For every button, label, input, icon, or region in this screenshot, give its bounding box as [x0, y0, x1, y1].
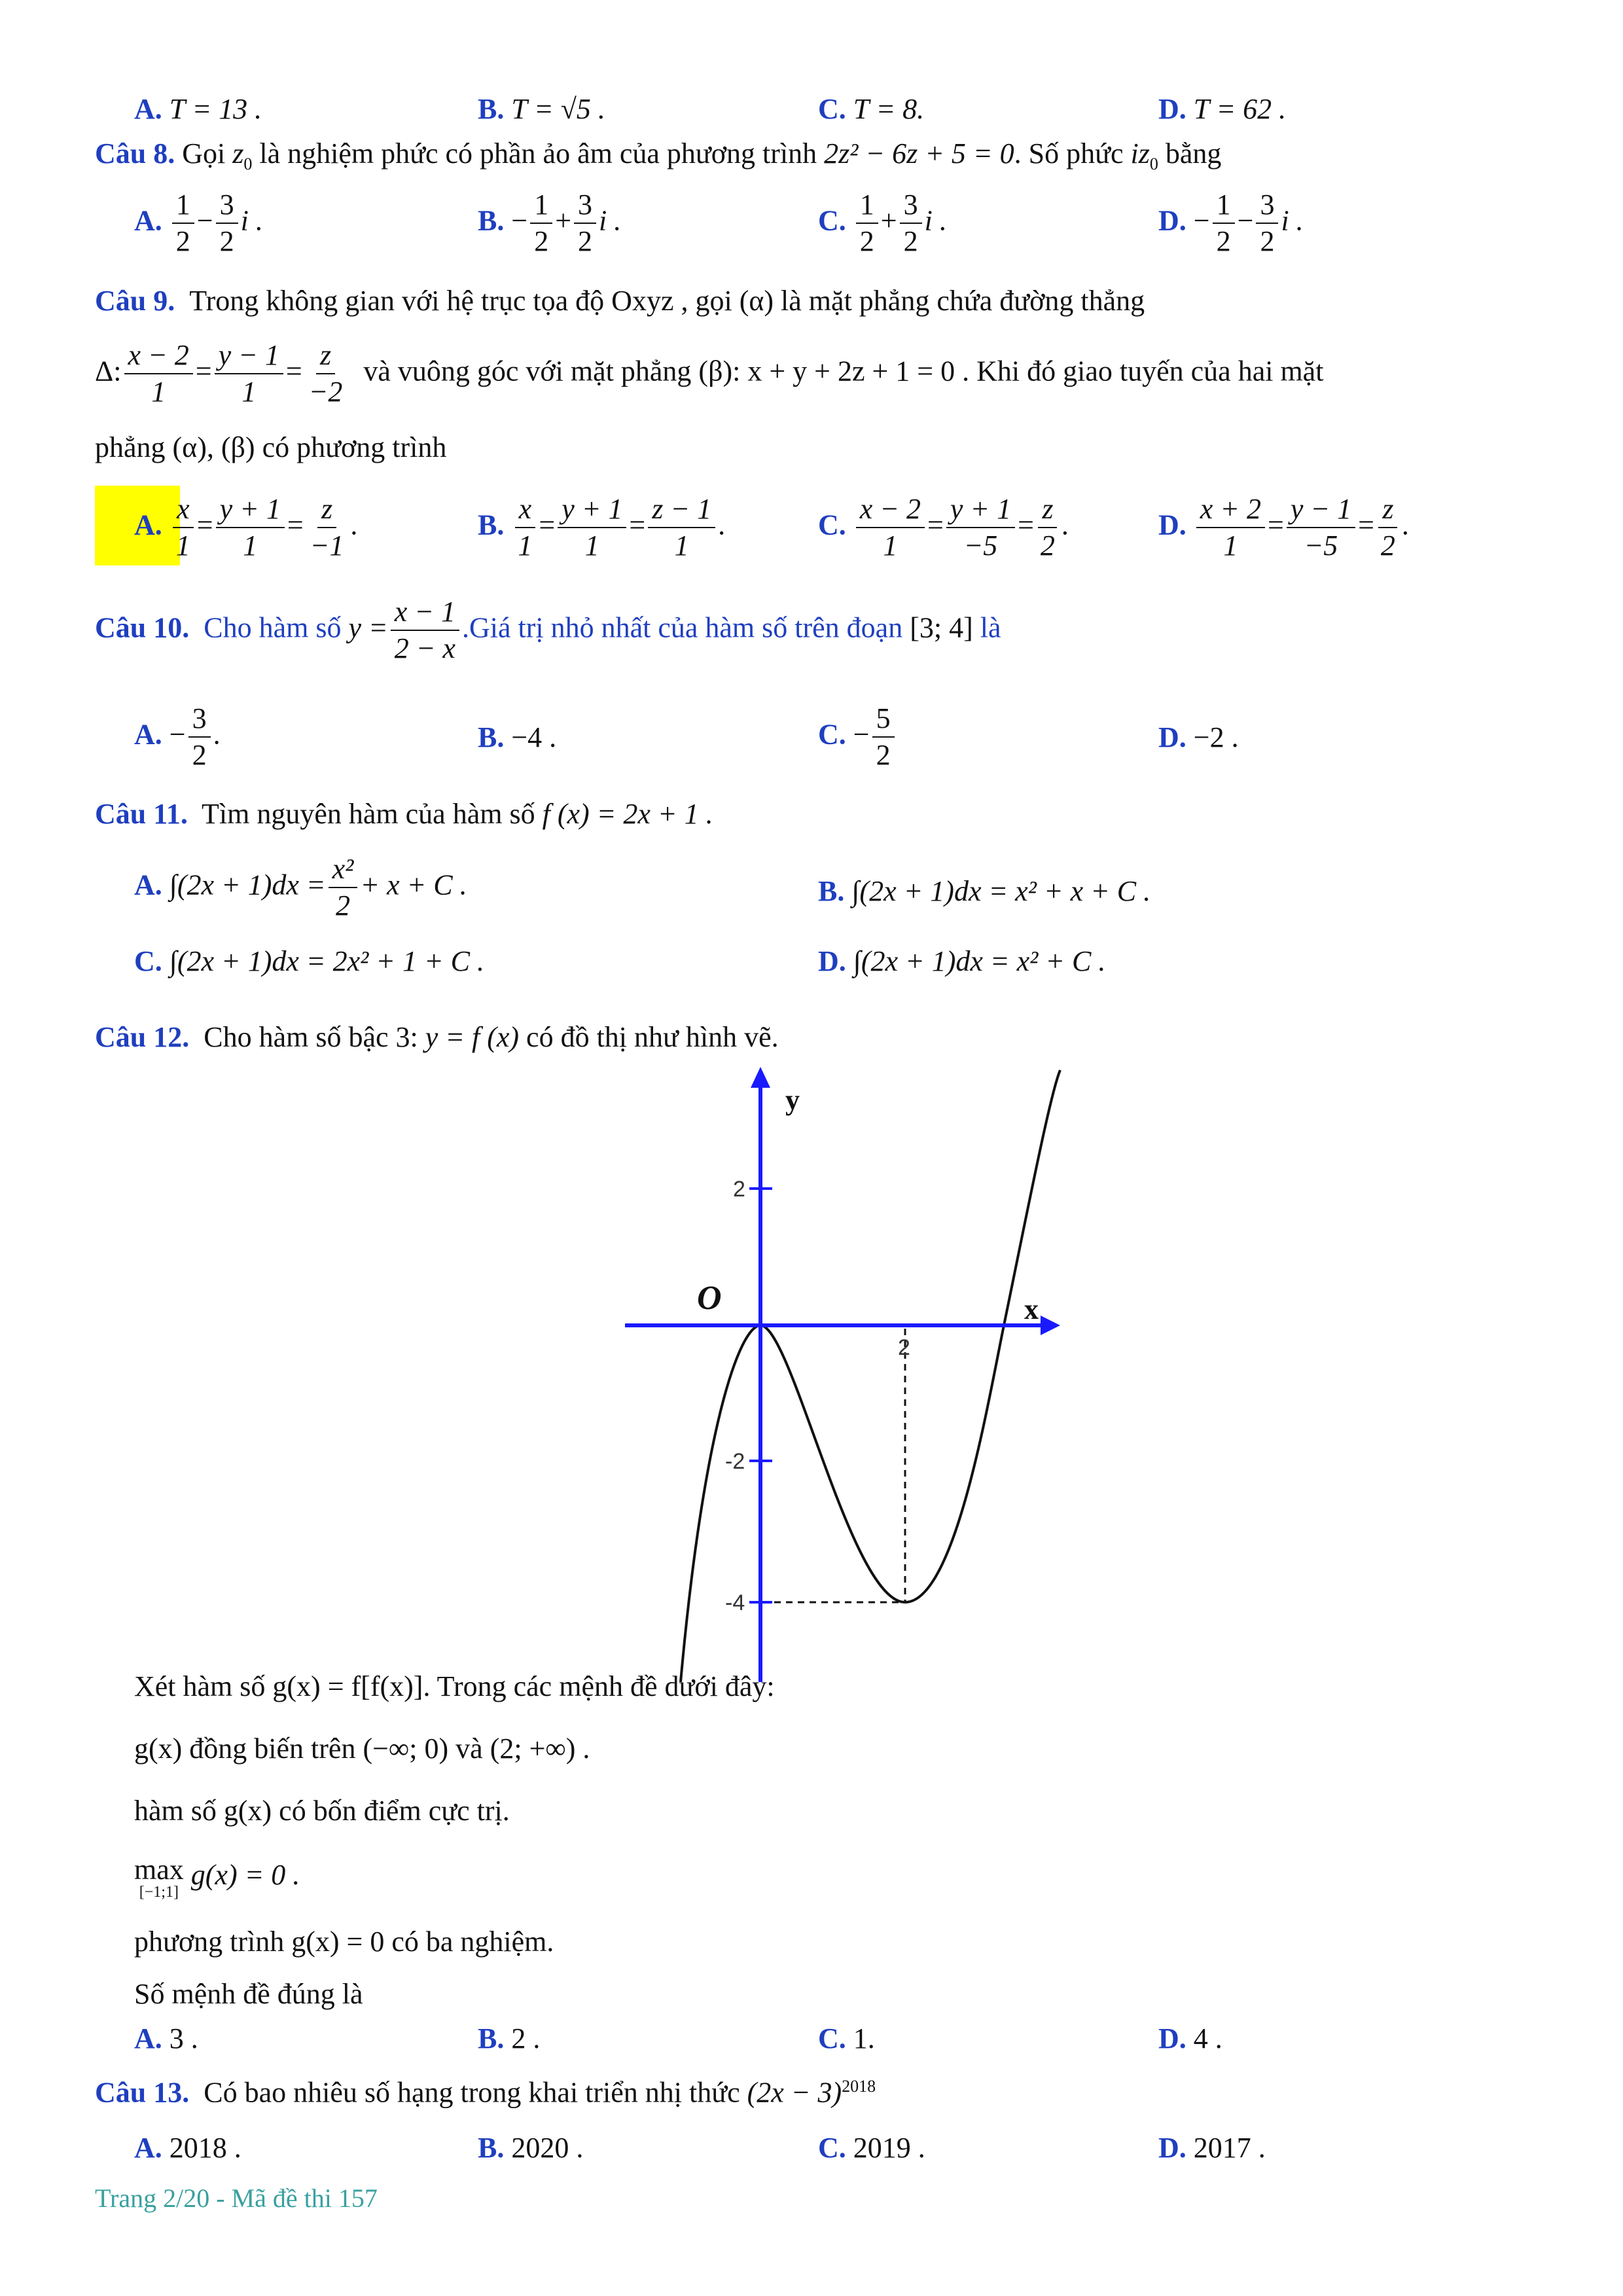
q7-option-b: B. T = √5 .: [478, 93, 605, 125]
q12-option-b: B. 2 .: [478, 2022, 541, 2054]
y-axis-arrow: [751, 1067, 770, 1088]
q12-stem: Câu 12. Cho hàm số bậc 3: y = f (x) có đồ thị như hình vẽ.: [95, 1021, 779, 1053]
q13-stem: Câu 13. Có bao nhiêu số hạng trong khai triển nhị thức $(2x - 3)^{2018}$: [95, 2076, 876, 2109]
q8-option-c: C. $\frac{1}{2}$ + $\frac{3}{2}$ i .: [818, 188, 947, 258]
x-axis-label: x: [1024, 1293, 1039, 1325]
y-axis-label: y: [785, 1084, 800, 1116]
q9-stem-line3: phẳng (α), (β) có phương trình: [95, 431, 447, 463]
q9-option-a: A. $\frac{x}{1}$ = $\frac{y + 1}{1}$ = $\frac{z}{-1}$ .: [134, 493, 358, 562]
q7-option-d: D. T = 62 .: [1158, 93, 1287, 125]
cubic-graph: [589, 1060, 1086, 1682]
origin-label: O: [697, 1280, 722, 1317]
q12-option-a: A. 3 .: [134, 2022, 198, 2054]
q9-option-d: D. $\frac{x + 2}{1}$ = $\frac{y - 1}{-5}$ = $\frac{z}{2}$ .: [1158, 493, 1409, 562]
tick-label-y-neg2: -2: [725, 1449, 745, 1474]
tick-label-y-neg4: -4: [725, 1590, 745, 1615]
q8-option-d: D. − $\frac{1}{2}$ − $\frac{3}{2}$ i .: [1158, 188, 1304, 258]
q12-statement-5: Số mệnh đề đúng là: [134, 1978, 363, 2010]
q10-option-b: B. −4 .: [478, 721, 557, 753]
q12-statement-3: max [−1;1] g(x) = 0 .: [134, 1854, 300, 1901]
q10-option-c: C. − $\frac{5}{2}$: [818, 704, 897, 770]
q12-option-d: D. 4 .: [1158, 2022, 1222, 2054]
q13-option-c: C. 2019 .: [818, 2132, 925, 2164]
q9-stem-line2: Δ: $\frac{x - 2}{1}$ = $\frac{y - 1}{1}$ = $\frac{z}{-2}$ và vuông góc với mặt phẳng (β): x + y + 2z + 1 = 0 . Khi đó giao tuyến của hai mặt: [95, 339, 1324, 408]
q11-option-a: A. ∫(2x + 1)dx = $\frac{\text{x²}}{2}$ + x + C .: [134, 853, 467, 922]
tick-label-x-2: 2: [898, 1335, 910, 1360]
q12-statement-2: hàm số g(x) có bốn điểm cực trị.: [134, 1795, 510, 1827]
q10-stem: Câu 10. Cho hàm số y = $\frac{x - 1}{2 - x}$ .Giá trị nhỏ nhất của hàm số trên đoạn [3; 4] là: [95, 596, 1001, 665]
q9-option-c: C. $\frac{x - 2}{1}$ = $\frac{y + 1}{-5}$ = $\frac{z}{2}$ .: [818, 493, 1069, 562]
q13-option-b: B. 2020 .: [478, 2132, 584, 2164]
q13-option-a: A. 2018 .: [134, 2132, 241, 2164]
q7-option-c: C. T = 8.: [818, 93, 925, 125]
q12-statement-intro: Xét hàm số g(x) = f[f(x)]. Trong các mệnh đề dưới đây:: [134, 1670, 775, 1702]
q7-option-a: A. T = 13 .: [134, 93, 262, 125]
q8-stem: Câu 8. Gọi $z_0$ là nghiệm phức có phần ảo âm của phương trình 2z² − 6z + 5 = 0. Số phức $iz_0$ bằng: [95, 137, 1222, 173]
x-axis-arrow: [1041, 1316, 1060, 1335]
q11-option-c: C. ∫(2x + 1)dx = 2x² + 1 + C .: [134, 945, 485, 977]
tick-label-y-2: 2: [733, 1177, 745, 1202]
q10-option-d: D. −2 .: [1158, 721, 1239, 753]
q10-option-a: A. − $\frac{3}{2}$ .: [134, 702, 221, 772]
q12-statement-4: phương trình g(x) = 0 có ba nghiệm.: [134, 1926, 554, 1958]
page-footer: Trang 2/20 - Mã đề thi 157: [95, 2183, 378, 2213]
q11-stem: Câu 11. Tìm nguyên hàm của hàm số f (x) = 2x + 1 .: [95, 798, 713, 830]
q9-option-b: B. $\frac{x}{1}$ = $\frac{y + 1}{1}$ = $\frac{z - 1}{1}$ .: [478, 493, 726, 562]
q9-stem-line1: Câu 9. Trong không gian với hệ trục tọa độ Oxyz , gọi (α) là mặt phẳng chứa đường thẳng: [95, 285, 1145, 317]
q11-option-b: B. ∫(2x + 1)dx = x² + x + C .: [818, 875, 1151, 907]
q12-option-c: C. 1.: [818, 2022, 875, 2054]
q8-option-b: B. − $\frac{1}{2}$ + $\frac{3}{2}$ i .: [478, 188, 622, 258]
q8-option-a: A. $\frac{1}{2}$ − $\frac{3}{2}$ i .: [134, 188, 263, 258]
q13-option-d: D. 2017 .: [1158, 2132, 1266, 2164]
q11-option-d: D. ∫(2x + 1)dx = x² + C .: [818, 945, 1106, 977]
q12-statement-1: g(x) đồng biến trên (−∞; 0) và (2; +∞) .: [134, 1732, 590, 1765]
